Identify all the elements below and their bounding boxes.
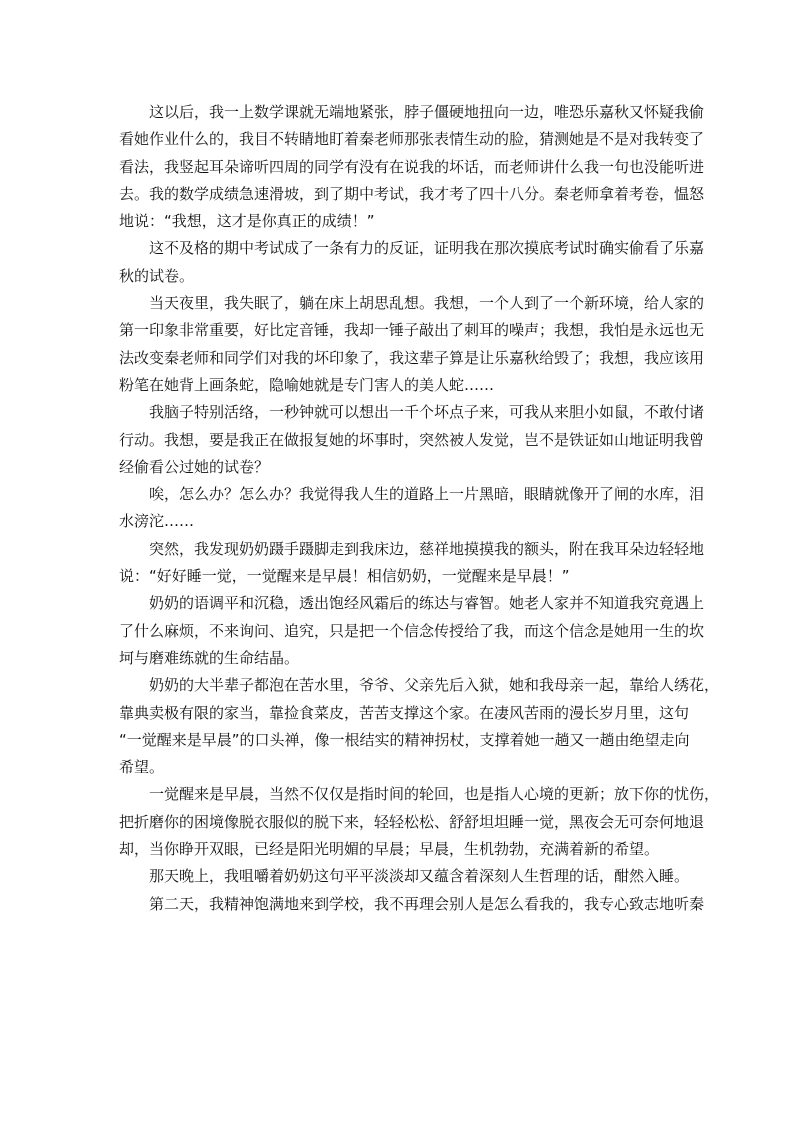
text-line: 看法，我竖起耳朵谛听四周的同学有没有在说我的坏话，而老师讲什么我一句也没能听进	[119, 157, 705, 176]
paragraph-9	[119, 781, 720, 863]
text-line: 粉笔在她背上画条蛇，隐喻她就是专门害人的美人蛇……	[119, 375, 495, 394]
paragraph-10	[119, 863, 690, 890]
story-text	[119, 99, 720, 918]
text-line: 第二天，我精神饱满地来到学校，我不再理会别人是怎么看我的，我专心致志地听秦	[149, 894, 705, 913]
paragraph-3	[119, 290, 705, 399]
text-line: 当天夜里，我失眠了，躺在床上胡思乱想。我想，一个人到了一个新环境，给人家的	[149, 294, 705, 313]
paragraph-2	[119, 235, 705, 290]
text-line: 把折磨你的困境像脱衣服似的脱下来，轻轻松松、舒舒坦坦睡一觉，黑夜会无可奈何地退	[119, 812, 705, 831]
text-line: 说：“好好睡一觉，一觉醒来是早晨！相信奶奶，一觉醒来是早晨！”	[119, 567, 570, 586]
text-line: 突然，我发现奶奶蹑手蹑脚走到我床边，慈祥地摸摸我的额头，附在我耳朵边轻轻地	[149, 539, 705, 558]
paragraph-5	[119, 481, 705, 536]
text-line: 第一印象非常重要，好比定音锤，我却一锤子敲出了刺耳的噪声；我想，我怕是永远也无	[119, 321, 705, 340]
text-line: 一觉醒来是早晨，当然不仅仅是指时间的轮回，也是指人心境的更新；放下你的忧伤，	[149, 785, 720, 804]
text-line: 水滂沱……	[119, 512, 195, 531]
paragraph-4	[119, 399, 705, 481]
text-line: 坷与磨难练就的生命结晶。	[119, 648, 300, 667]
text-line: 秋的试卷。	[119, 266, 195, 285]
paragraph-6	[119, 536, 705, 591]
text-line: 我脑子特别活络，一秒钟就可以想出一千个坏点子来，可我从来胆小如鼠，不敢付诸	[149, 403, 705, 422]
text-line: 地说：“我想，这才是你真正的成绩！”	[119, 212, 375, 231]
text-line: 了什么麻烦，不来询问、追究，只是把一个信念传授给了我，而这个信念是她用一生的坎	[119, 621, 705, 640]
text-line: 法改变秦老师和同学们对我的坏印象了，我这辈子算是让乐嘉秋给毁了；我想，我应该用	[119, 348, 705, 367]
text-line: 看她作业什么的，我目不转睛地盯着秦老师那张表情生动的脸，猜测她是不是对我转变了	[119, 130, 705, 149]
text-line: 奶奶的大半辈子都泡在苦水里，爷爷、父亲先后入狱，她和我母亲一起，靠给人绣花，	[149, 676, 720, 695]
paragraph-11	[119, 891, 705, 918]
text-line: 却，当你睁开双眼，已经是阳光明媚的早晨；早晨，生机勃勃，充满着新的希望。	[119, 840, 660, 859]
text-line: 靠典卖极有限的家当，靠捡食菜皮，苦苦支撑这个家。在凄风苦雨的漫长岁月里，这句	[119, 703, 690, 722]
text-line: 这不及格的期中考试成了一条有力的反证，证明我在那次摸底考试时确实偷看了乐嘉	[149, 239, 705, 258]
paragraph-7	[119, 590, 705, 672]
text-line: 去。我的数学成绩急速滑坡，到了期中考试，我才考了四十八分。秦老师拿着考卷，愠怒	[119, 184, 705, 203]
text-line: 希望。	[119, 758, 165, 777]
text-line: “一觉醒来是早晨”的口头禅，像一根结实的精神拐杖，支撑着她一趟又一趟由绝望走向	[119, 730, 690, 749]
text-line: 唉，怎么办？怎么办？我觉得我人生的道路上一片黑暗，眼睛就像开了闸的水库，泪	[149, 485, 705, 504]
paragraph-8	[119, 672, 720, 781]
text-line: 这以后，我一上数学课就无端地紧张，脖子僵硬地扭向一边，唯恐乐嘉秋又怀疑我偷	[149, 103, 705, 121]
text-line: 那天晚上，我咀嚼着奶奶这句平平淡淡却又蕴含着深刻人生哲理的话，酣然入睡。	[149, 867, 690, 886]
paragraph-1	[119, 99, 705, 235]
text-line: 行动。我想，要是我正在做报复她的坏事时，突然被人发觉，岂不是铁证如山地证明我曾	[119, 430, 705, 449]
text-line: 经偷看公过她的试卷？	[119, 457, 270, 476]
text-line: 奶奶的语调平和沉稳，透出饱经风霜后的练达与睿智。她老人家并不知道我究竟遇上	[149, 594, 705, 613]
